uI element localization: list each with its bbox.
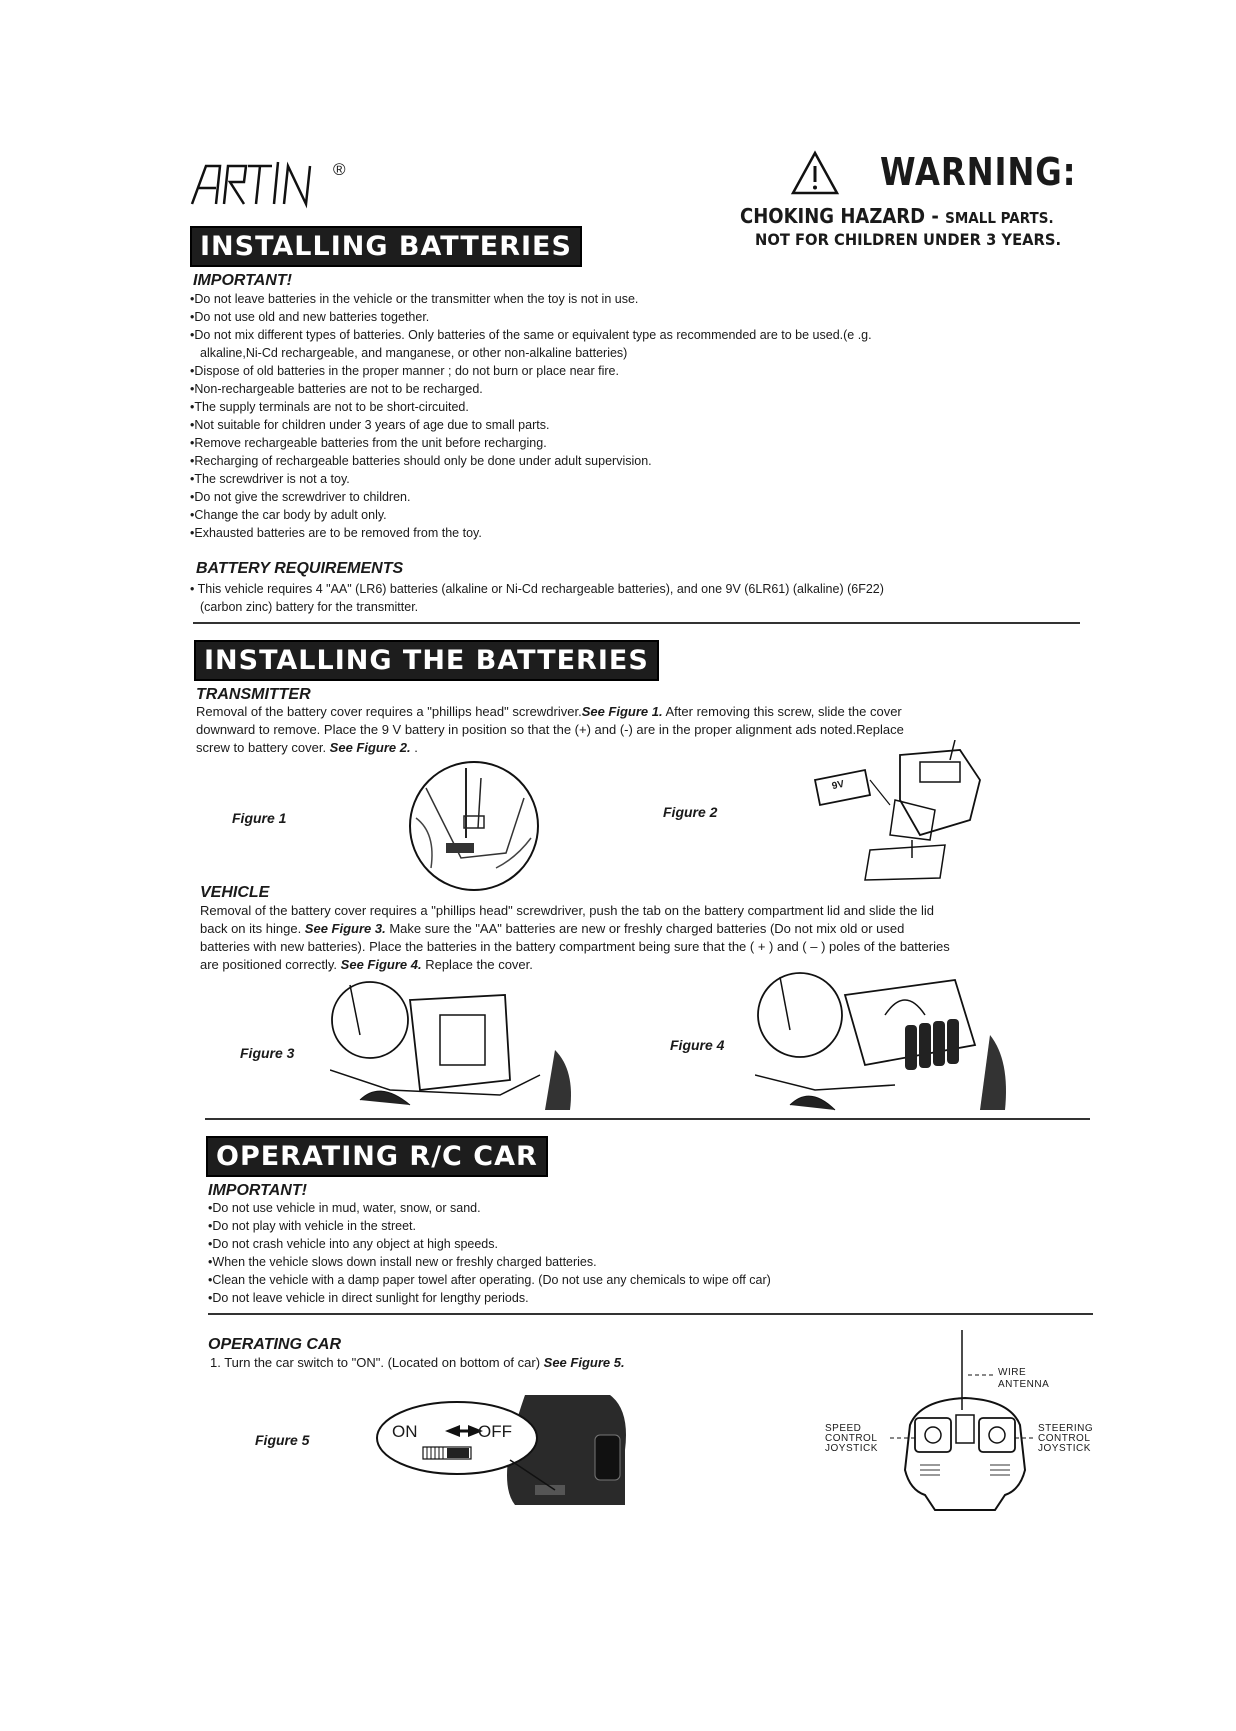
- choking-small-parts: SMALL PARTS.: [945, 209, 1054, 227]
- see-figure-4-ref: See Figure 4.: [340, 957, 422, 972]
- list-item: • Recharging of rechargeable batteries should only be done under adult supervision.: [190, 452, 1090, 470]
- list-item: • Exhausted batteries are to be removed from the toy.: [190, 524, 1090, 542]
- figure-5-illustration: [375, 1390, 635, 1510]
- operating-rc-car-banner: OPERATING R/C CAR: [206, 1136, 548, 1177]
- operating-car-label: OPERATING CAR: [208, 1336, 342, 1353]
- list-item: • The supply terminals are not to be short-circuited.: [190, 398, 1090, 416]
- figure-3-label: Figure 3: [240, 1045, 295, 1061]
- list-item: • Do not leave vehicle in direct sunlight for lengthy periods.: [208, 1289, 1088, 1307]
- battery-requirements-text: • This vehicle requires 4 "AA" (LR6) batteries (alkaline or Ni-Cd rechargeable batteries), and one 9V (6LR61) (alkaline) (6F22) (carbon zinc) battery for the transmitter.: [190, 582, 884, 614]
- list-item: • Dispose of old batteries in the proper manner ; do not burn or place near fire.: [190, 362, 1090, 380]
- list-item: • Change the car body by adult only.: [190, 506, 1090, 524]
- see-figure-2-ref: See Figure 2.: [329, 740, 411, 755]
- see-figure-1-ref: See Figure 1.: [581, 704, 663, 719]
- figure-5-label: Figure 5: [255, 1432, 310, 1448]
- switch-on-label: ON: [392, 1422, 418, 1441]
- figure-4-illustration: [755, 965, 1010, 1115]
- figure-2-illustration: [810, 740, 990, 885]
- figure-2-label: Figure 2: [663, 804, 718, 820]
- registered-mark: ®: [333, 160, 346, 179]
- operating-step-1: 1. Turn the car switch to "ON". (Located on bottom of car) See Figure 5.: [210, 1355, 625, 1370]
- transmitter-diagram: [820, 1330, 1110, 1515]
- operating-warnings-list: [208, 1199, 1088, 1307]
- choking-hazard-line: [740, 204, 1054, 228]
- figure-1-label: Figure 1: [232, 810, 287, 826]
- battery-requirements-label: BATTERY REQUIREMENTS: [196, 560, 404, 577]
- installing-the-batteries-banner: INSTALLING THE BATTERIES: [194, 640, 659, 681]
- figure-4-label: Figure 4: [670, 1037, 725, 1053]
- age-warning: NOT FOR CHILDREN UNDER 3 YEARS.: [755, 230, 1062, 249]
- list-item: • Do not mix different types of batteries. Only batteries of the same or equivalent type as recommended are to be used.(e .g. alkaline,Ni-Cd rechargeable, and manganese, or other non-alkaline batteries): [190, 326, 1090, 362]
- list-item: • Clean the vehicle with a damp paper towel after operating. (Do not use any chemicals to wipe off car): [208, 1271, 1088, 1289]
- switch-off-label: OFF: [478, 1422, 512, 1441]
- list-item: • Non-rechargeable batteries are not to be recharged.: [190, 380, 1090, 398]
- list-item: • Do not use old and new batteries together.: [190, 308, 1090, 326]
- list-item: • Do not crash vehicle into any object at high speeds.: [208, 1235, 1088, 1253]
- list-item: • Do not give the screwdriver to children.: [190, 488, 1090, 506]
- installing-batteries-banner: INSTALLING BATTERIES: [190, 226, 582, 267]
- list-item: • Do not leave batteries in the vehicle or the transmitter when the toy is not in use.: [190, 290, 1090, 308]
- steering-joystick-label-1: STEERING: [1038, 1423, 1094, 1434]
- choking-hazard-main: CHOKING HAZARD: [740, 204, 926, 228]
- figure-1-illustration: [406, 758, 542, 894]
- list-item: • Do not play with vehicle in the street.: [208, 1217, 1088, 1235]
- divider: [208, 1313, 1093, 1315]
- speed-joystick-label-3: JOYSTICK: [825, 1443, 878, 1454]
- divider: [193, 622, 1080, 624]
- list-item: • The screwdriver is not a toy.: [190, 470, 1090, 488]
- list-item: • When the vehicle slows down install new or freshly charged batteries.: [208, 1253, 1088, 1271]
- warning-title: WARNING:: [880, 150, 1077, 194]
- wire-label-line1: WIRE: [998, 1367, 1027, 1378]
- divider: [205, 1118, 1090, 1120]
- warning-triangle-icon: [790, 150, 840, 196]
- steering-joystick-label-2: CONTROL: [1038, 1433, 1091, 1444]
- speed-joystick-label-1: SPEED: [825, 1423, 862, 1434]
- steering-joystick-label-3: JOYSTICK: [1038, 1443, 1091, 1454]
- speed-joystick-label-2: CONTROL: [825, 1433, 878, 1444]
- see-figure-3-ref: See Figure 3.: [304, 921, 386, 936]
- battery-warnings-list: [190, 290, 1090, 542]
- vehicle-instructions: Removal of the battery cover requires a "phillips head" screwdriver, push the tab on the battery compartment lid and slide the lid back on its hinge. See Figure 3. Make sure the "AA" batteries are new or freshly charged batteries (Do not mix old or used batteries with new batteries). Place the batteries in the battery compartment being sure that the ( + ) and ( – ) poles of the batteries are positioned correctly. See Figure 4. Replace the cover.: [200, 903, 950, 972]
- list-item: • Remove rechargeable batteries from the unit before recharging.: [190, 434, 1090, 452]
- transmitter-label: TRANSMITTER: [196, 686, 311, 703]
- vehicle-label: VEHICLE: [200, 884, 270, 901]
- battery-9v-label: 9V: [830, 778, 846, 793]
- important-label-1: IMPORTANT!: [193, 272, 292, 289]
- brand-logo: [188, 152, 323, 210]
- figure-3-illustration: [330, 980, 580, 1115]
- important-label-2: IMPORTANT!: [208, 1182, 307, 1199]
- transmitter-instructions: Removal of the battery cover requires a "phillips head" screwdriver.See Figure 1. After removing this screw, slide the cover downward to remove. Place the 9 V battery in position so that the (+) and (-) are in the proper alignment ads noted.Replace screw to battery cover. See Figure 2. .: [196, 704, 904, 755]
- see-figure-5-ref: See Figure 5.: [543, 1355, 625, 1370]
- choking-dash: -: [925, 204, 946, 228]
- list-item: • Not suitable for children under 3 years of age due to small parts.: [190, 416, 1090, 434]
- wire-label-line2: ANTENNA: [998, 1379, 1050, 1390]
- list-item: • Do not use vehicle in mud, water, snow, or sand.: [208, 1199, 1088, 1217]
